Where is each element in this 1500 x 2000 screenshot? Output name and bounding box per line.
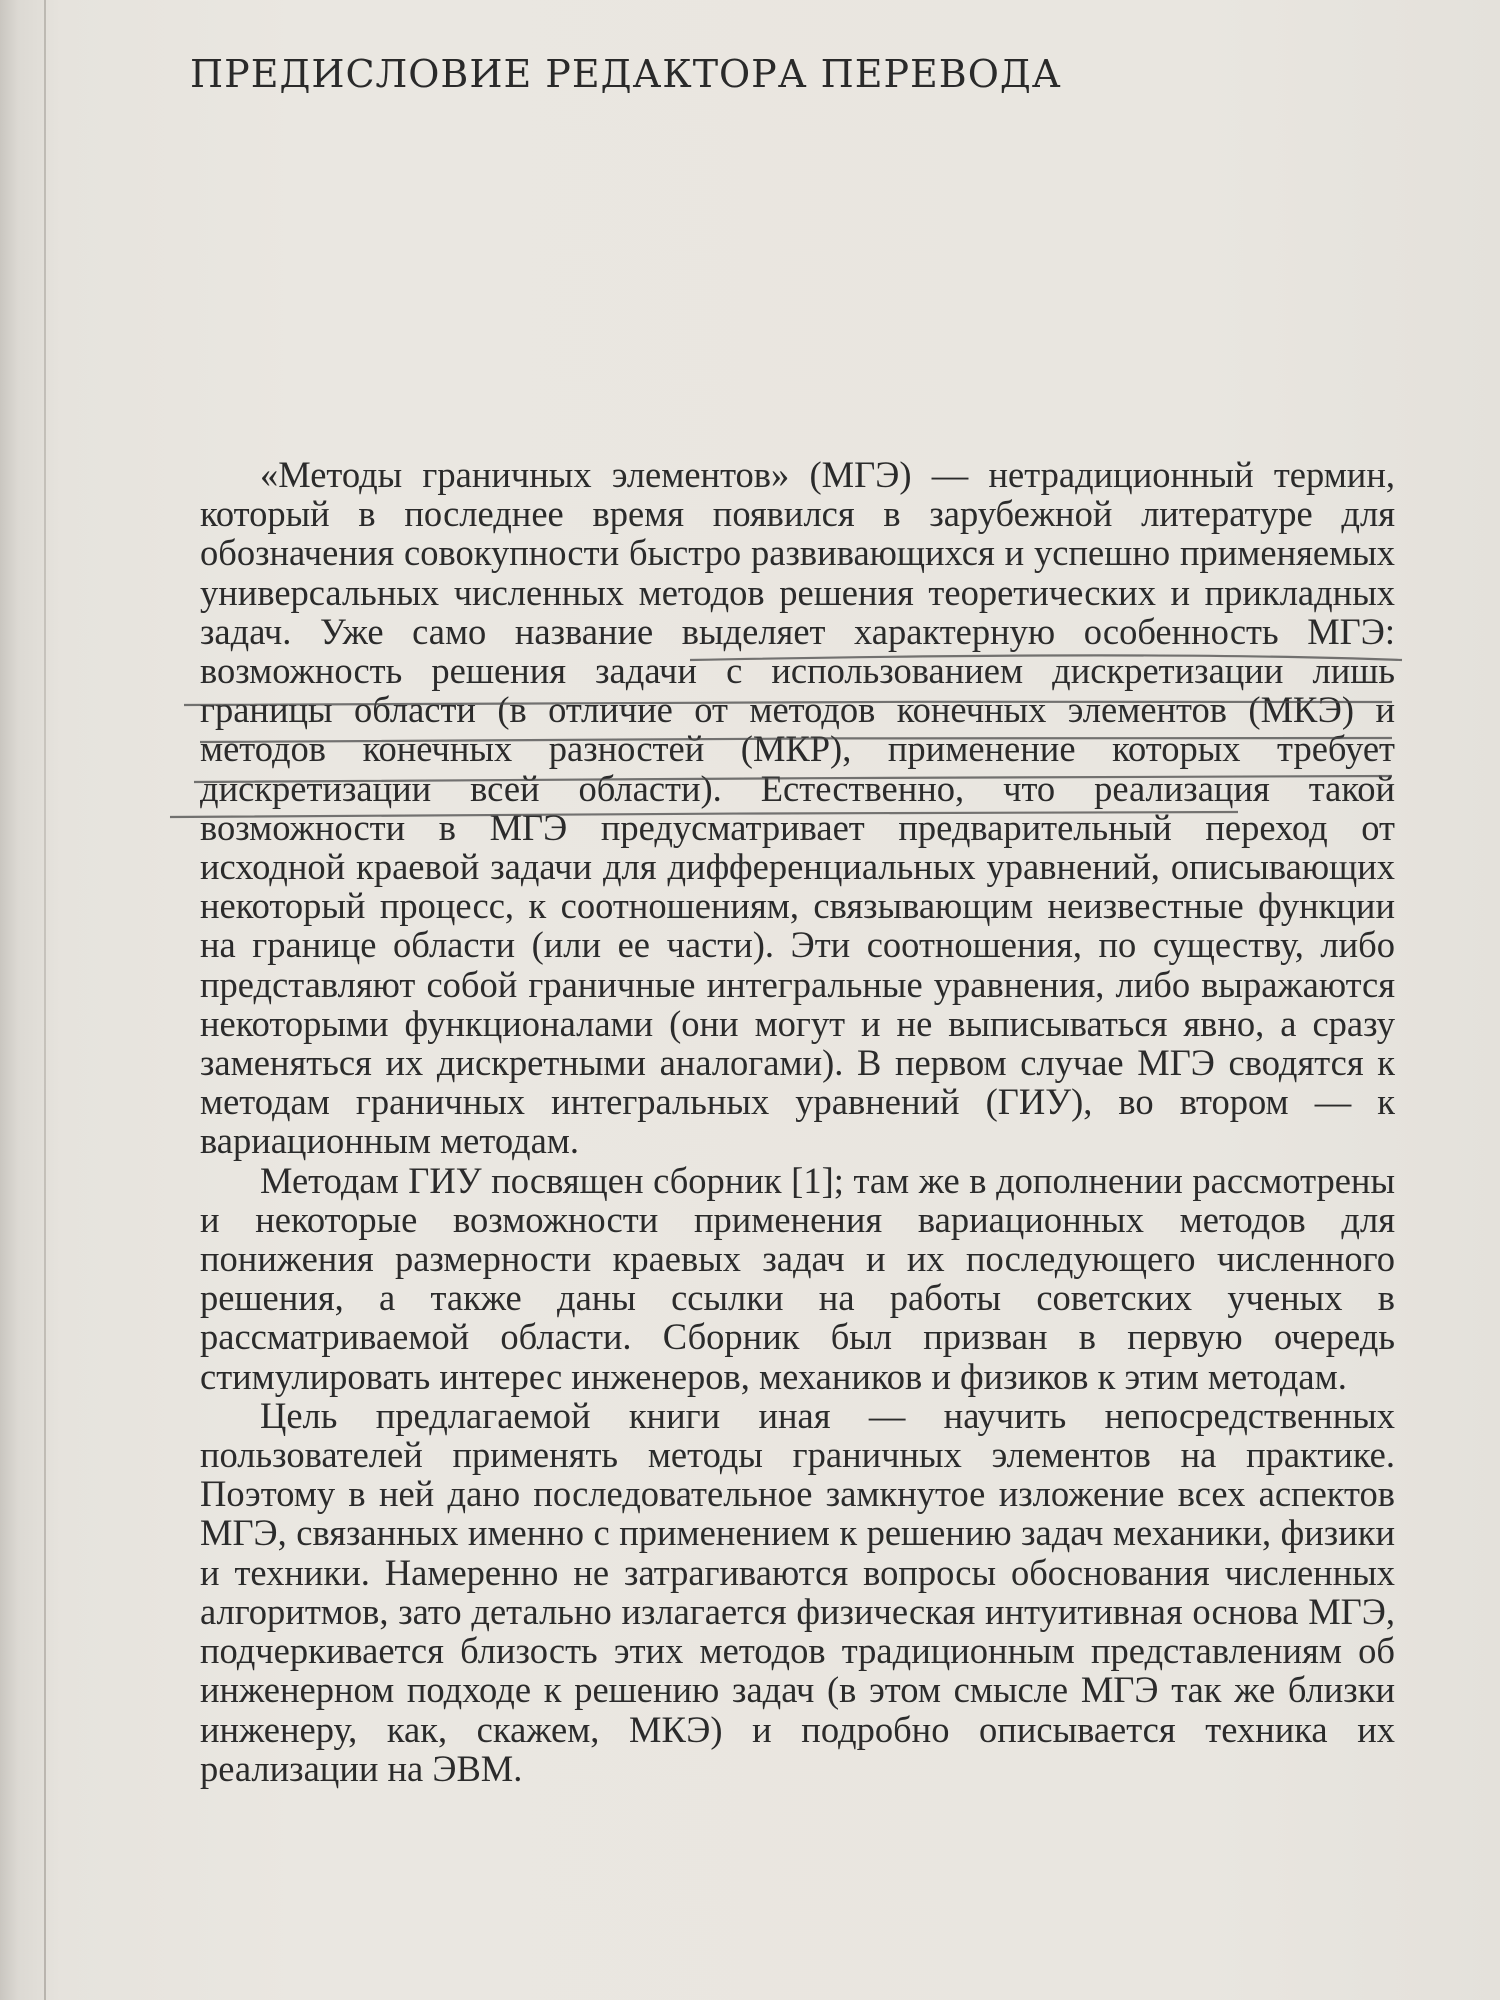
paragraph-2: Методам ГИУ посвящен сборник [1]; там же в дополнении рассмотрены и некоторые возможности применения вариационных методов для понижения размерности краевых задач и их последующего численного решения, а также даны ссылки на работы советских ученых в рассматриваемой области. Сборник был призван в первую очередь стимулировать интерес инженеров, механиков и физиков к этим методам.	[200, 1159, 1395, 1397]
paragraph-1: «Методы граничных элементов» (МГЭ) — нетрадиционный термин, который в последнее время появился в зарубежной литературе для обозначения совокупности быстро развивающихся и успешно применяемых универсальных численных методов решения теоретических и прикладных задач. Уже само название выделяет характерную особенность МГЭ: возможность решения задачи с использованием дискретизации лишь границы области (в отличие от методов конечных элементов (МКЭ) и методов конечных разностей (МКР), применение которых требует дискретизации всей области). Естественно, что реализация такой возможности в МГЭ предусматривает предварительный переход от исходной краевой задачи для дифференциальных уравнений, описывающих некоторый процесс, к соотношениям, связывающим неизвестные функции на границе области (или ее части). Эти соотношения, по существу, либо представляют собой граничные интегральные уравнения, либо выражаются некоторыми функционалами (они могут и не выписываться явно, а сразу заменяться их дискретными аналогами). В первом случае МГЭ сводятся к методам граничных интегральных уравнений (ГИУ), во втором — к вариационным методам.	[200, 454, 1395, 1162]
page-title: ПРЕДИСЛОВИЕ РЕДАКТОРА ПЕРЕВОДА	[190, 52, 1062, 96]
paragraph-3: Цель предлагаемой книги иная — научить непосредственных пользователей применять методы граничных элементов на практике. Поэтому в ней дано последовательное замкнутое изложение всех аспектов МГЭ, связанных именно с применением к решению задач механики, физики и техники. Намеренно не затрагиваются вопросы обоснования численных алгоритмов, зато детально излагается физическая интуитивная основа МГЭ, подчеркивается близость этих методов традиционным представлениям об инженерном подходе к решению задач (в этом смысле МГЭ так же близки инженеру, как, скажем, МКЭ) и подробно описывается техника их реализации на ЭВМ.	[200, 1394, 1395, 1789]
page-spine-shadow	[44, 0, 46, 2000]
page-body	[200, 455, 1395, 1788]
